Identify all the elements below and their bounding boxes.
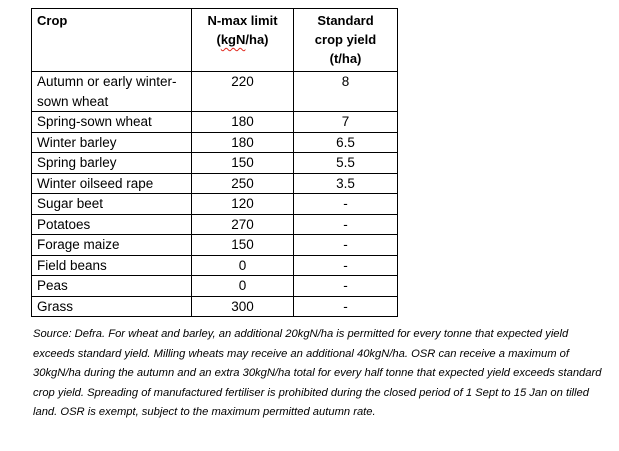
header-crop: [32, 9, 192, 72]
yield-cell: 3.5: [294, 173, 398, 194]
nmax-cell: 180: [192, 132, 294, 153]
nmax-cell: 250: [192, 173, 294, 194]
header-nmax-close: /ha): [245, 32, 269, 47]
header-nmax-line1: N-max limit: [207, 13, 278, 28]
table-row: [32, 194, 398, 215]
nmax-cell: 150: [192, 235, 294, 256]
table-header: [32, 9, 398, 72]
header-row: [32, 9, 398, 72]
crop-cell: Potatoes: [32, 214, 192, 235]
table-body: [32, 72, 398, 317]
yield-cell: -: [294, 255, 398, 276]
yield-cell: 7: [294, 112, 398, 133]
crop-cell: Grass: [32, 296, 192, 317]
crop-cell: Sugar beet: [32, 194, 192, 215]
crop-cell: Field beans: [32, 255, 192, 276]
header-yield-line3: (t/ha): [329, 51, 362, 66]
yield-cell: -: [294, 194, 398, 215]
crop-cell: Autumn or early winter-sown wheat: [32, 72, 192, 112]
nmax-cell: 150: [192, 153, 294, 174]
table-row: [32, 296, 398, 317]
nmax-cell: 0: [192, 276, 294, 297]
table-row: [32, 276, 398, 297]
nmax-cell: 180: [192, 112, 294, 133]
header-nmax-unit: kgN: [220, 32, 246, 47]
crop-cell: Winter barley: [32, 132, 192, 153]
nmax-cell: 120: [192, 194, 294, 215]
nmax-cell: 300: [192, 296, 294, 317]
table-row: [32, 153, 398, 174]
crop-cell: Spring barley: [32, 153, 192, 174]
table-row: [32, 72, 398, 112]
source-note: Source: Defra. For wheat and barley, an additional 20kgN/ha is permitted for every tonne that expected yield exceeds standard yield. Milling wheats may receive an additional 40kgN/ha. OSR can receive a maximum of 30kgN/ha during the autumn and an extra 30kgN/ha total for every half tonne that expected yield exceeds standard crop yield. Spreading of manufactured fertiliser is prohibited during the closed period of 1 Sept to 15 Jan on tilled land. OSR is exempt, subject to the maximum permitted autumn rate.: [33, 328, 602, 419]
yield-cell: -: [294, 235, 398, 256]
header-yield-line2: crop yield: [314, 32, 377, 47]
yield-cell: 8: [294, 72, 398, 112]
header-nmax-open: (: [216, 32, 221, 47]
crop-cell: Forage maize: [32, 235, 192, 256]
header-yield-line1: Standard: [317, 13, 374, 28]
table-row: [32, 214, 398, 235]
crop-cell: Winter oilseed rape: [32, 173, 192, 194]
yield-cell: 6.5: [294, 132, 398, 153]
table-row: [32, 132, 398, 153]
nmax-cell: 0: [192, 255, 294, 276]
header-crop-label: Crop: [37, 13, 68, 28]
crop-cell: Peas: [32, 276, 192, 297]
crop-cell: Spring-sown wheat: [32, 112, 192, 133]
table-row: [32, 173, 398, 194]
nmax-cell: 270: [192, 214, 294, 235]
header-nmax: [192, 9, 294, 72]
header-yield: [294, 9, 398, 72]
nmax-cell: 220: [192, 72, 294, 112]
yield-cell: 5.5: [294, 153, 398, 174]
table-row: [32, 255, 398, 276]
header-nmax-line2: [197, 30, 288, 49]
yield-cell: -: [294, 214, 398, 235]
table-row: [32, 112, 398, 133]
nmax-table: [31, 8, 398, 317]
yield-cell: -: [294, 296, 398, 317]
yield-cell: -: [294, 276, 398, 297]
table-row: [32, 235, 398, 256]
